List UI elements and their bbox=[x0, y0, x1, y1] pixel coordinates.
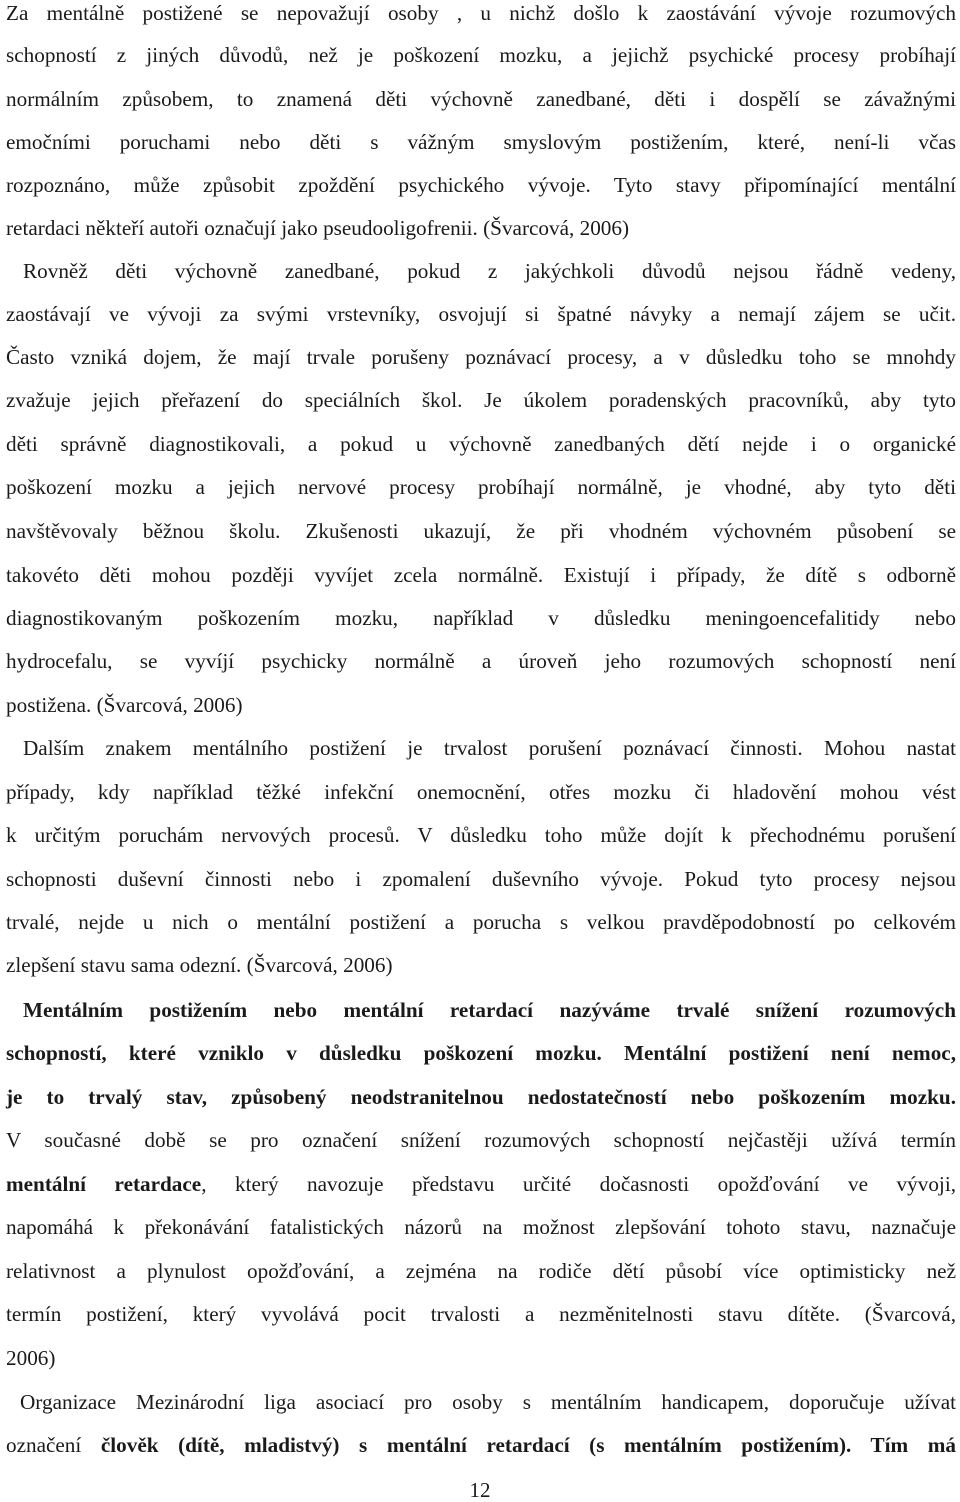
text-run: poškození mozku a jejich nervové procesy probíhají normálně, je vhodné, aby tyto děti bbox=[6, 475, 956, 499]
text-line bbox=[6, 344, 956, 370]
text-run: zvažuje jejich přeřazení do speciálních škol. Je úkolem poradenských pracovníků, aby tyto bbox=[6, 388, 956, 412]
text-line bbox=[6, 605, 956, 631]
text-line bbox=[6, 648, 956, 674]
text-line bbox=[6, 474, 956, 500]
text-run: rozpoznáno, může způsobit zpoždění psychického vývoje. Tyto stavy připomínající mentální bbox=[6, 173, 956, 197]
page-number: 12 bbox=[469, 1478, 491, 1502]
text-run: termín postižení, který vyvolává pocit trvalosti a nezměnitelnosti stavu dítěte. (Švarcová, bbox=[6, 1302, 956, 1326]
text-line bbox=[6, 1127, 956, 1153]
text-line bbox=[6, 1171, 956, 1197]
bold-text: člověk (dítě, mladistvý) s mentální retardací (s mentálním postižením). Tím má bbox=[100, 1433, 956, 1457]
text-line bbox=[6, 0, 956, 26]
text-line bbox=[6, 42, 956, 68]
text-line bbox=[6, 1258, 956, 1284]
text-line bbox=[6, 1301, 956, 1327]
text-run: , který navozuje představu určité dočasnosti opožďování ve vývoji, bbox=[201, 1172, 956, 1196]
text-run: případy, kdy například těžké infekční onemocnění, otřes mozku či hladovění mohou vést bbox=[6, 780, 956, 804]
text-run: Za mentálně postižené se nepovažují osoby , u nichž došlo k zaostávání vývoje rozumových bbox=[6, 1, 956, 25]
text-run: děti správně diagnostikovali, a pokud u výchovně zanedbaných dětí nejde i o organické bbox=[6, 432, 956, 456]
text-run: relativnost a plynulost opožďování, a zejména na rodiče dětí působí více optimisticky než bbox=[6, 1259, 956, 1283]
text-line bbox=[6, 1432, 956, 1458]
text-run: 2006) bbox=[6, 1346, 56, 1370]
text-run: postižena. (Švarcová, 2006) bbox=[6, 693, 243, 717]
text-run: Organizace Mezinárodní liga asociací pro osoby s mentálním handicapem, doporučuje užívat bbox=[20, 1390, 956, 1414]
text-line bbox=[23, 997, 956, 1023]
text-line bbox=[6, 172, 956, 198]
text-line bbox=[6, 1345, 956, 1371]
text-run: trvalé, nejde u nich o mentální postižení a porucha s velkou pravděpodobností po celkovém bbox=[6, 910, 956, 934]
text-run: emočními poruchami nebo děti s vážným smyslovým postižením, které, není-li včas bbox=[6, 130, 956, 154]
text-line bbox=[6, 301, 956, 327]
text-run: Rovněž děti výchovně zanedbané, pokud z jakýchkoli důvodů nejsou řádně vedeny, bbox=[23, 259, 956, 283]
text-line bbox=[6, 952, 956, 978]
text-run: normálním způsobem, to znamená děti výchovně zanedbané, děti i dospělí se závažnými bbox=[6, 87, 956, 111]
text-run: navštěvovaly běžnou školu. Zkušenosti ukazují, že při vhodném výchovném působení se bbox=[6, 519, 956, 543]
text-line bbox=[6, 822, 956, 848]
text-line bbox=[6, 866, 956, 892]
text-run: schopností z jiných důvodů, než je poškození mozku, a jejichž psychické procesy probíhají bbox=[6, 43, 956, 67]
bold-text: Mentálním postižením nebo mentální retardací nazýváme trvalé snížení rozumových bbox=[23, 998, 956, 1022]
text-run: označení bbox=[6, 1433, 101, 1457]
text-line bbox=[23, 258, 956, 284]
text-line bbox=[6, 86, 956, 112]
text-line bbox=[6, 431, 956, 457]
text-run: zlepšení stavu sama odezní. (Švarcová, 2006) bbox=[6, 953, 393, 977]
text-run: V současné době se pro označení snížení rozumových schopností nejčastěji užívá termín bbox=[6, 1128, 956, 1152]
text-run: hydrocefalu, se vyvíjí psychicky normálně a úroveň jeho rozumových schopností není bbox=[6, 649, 956, 673]
text-line bbox=[23, 735, 956, 761]
text-line bbox=[6, 562, 956, 588]
bold-text: je to trvalý stav, způsobený neodstranitelnou nedostatečností nebo poškozením mozku. bbox=[6, 1085, 956, 1109]
text-run: takovéto děti mohou později vyvíjet zcela normálně. Existují i případy, že dítě s odborně bbox=[6, 563, 956, 587]
text-run: diagnostikovaným poškozením mozku, například v důsledku meningoencefalitidy nebo bbox=[6, 606, 956, 630]
text-run: schopnosti duševní činnosti nebo i zpomalení duševního vývoje. Pokud tyto procesy nejsou bbox=[6, 867, 956, 891]
text-run: Často vzniká dojem, že mají trvale porušeny poznávací procesy, a v důsledku toho se mnohdy bbox=[6, 345, 956, 369]
bold-text: schopností, které vzniklo v důsledku poškození mozku. Mentální postižení není nemoc, bbox=[6, 1041, 956, 1065]
text-run: Dalším znakem mentálního postižení je trvalost porušení poznávací činnosti. Mohou nastat bbox=[23, 736, 956, 760]
text-run: zaostávají ve vývoji za svými vrstevníky, osvojují si špatné návyky a nemají zájem se učit. bbox=[6, 302, 956, 326]
text-line bbox=[6, 1084, 956, 1110]
bold-text: mentální retardace bbox=[6, 1172, 202, 1196]
text-line bbox=[6, 215, 956, 241]
text-line bbox=[6, 779, 956, 805]
text-run: k určitým poruchám nervových procesů. V důsledku toho může dojít k přechodnému porušení bbox=[6, 823, 956, 847]
text-line bbox=[6, 387, 956, 413]
text-line bbox=[6, 692, 956, 718]
text-line bbox=[6, 518, 956, 544]
text-line bbox=[6, 909, 956, 935]
text-line bbox=[20, 1389, 956, 1415]
text-line bbox=[6, 129, 956, 155]
text-run: napomáhá k překonávání fatalistických názorů na možnost zlepšování tohoto stavu, naznačuje bbox=[6, 1215, 956, 1239]
text-line bbox=[6, 1214, 956, 1240]
text-run: retardaci někteří autoři označují jako pseudooligofrenii. (Švarcová, 2006) bbox=[6, 216, 630, 240]
text-line bbox=[6, 1040, 956, 1066]
